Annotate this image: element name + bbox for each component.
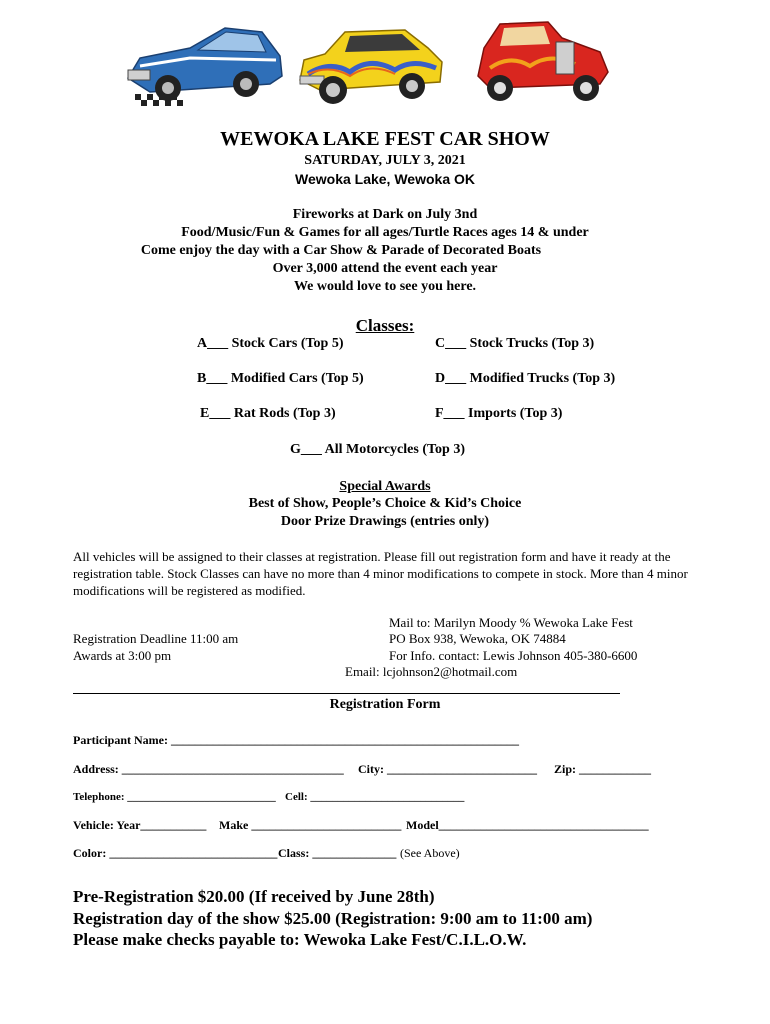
cell-field[interactable]: Cell: ____________________________ <box>285 791 465 803</box>
class-g: G___ All Motorcycles (Top 3) <box>290 442 465 457</box>
pre-registration-price: Pre-Registration $20.00 (If received by June 28th) <box>73 887 435 906</box>
participant-name-field[interactable]: Participant Name: __________________________________________________________ <box>73 733 519 747</box>
event-location: Wewoka Lake, Wewoka OK <box>295 171 475 187</box>
special-awards-line-2: Door Prize Drawings (entries only) <box>280 514 490 529</box>
classes-heading: Classes: <box>355 316 415 335</box>
red-car-icon <box>478 22 608 101</box>
mail-to: Mail to: Marilyn Moody % Wewoka Lake Fest <box>389 615 633 630</box>
divider-line <box>73 693 620 694</box>
class-a: A___ Stock Cars (Top 5) <box>197 336 344 351</box>
contact-info: For Info. contact: Lewis Johnson 405-380-6600 <box>389 648 638 663</box>
city-field[interactable]: City: _________________________ <box>358 762 537 776</box>
day-of-registration-price: Registration day of the show $25.00 (Registration: 9:00 am to 11:00 am) <box>73 909 593 928</box>
payment-instructions: Please make checks payable to: Wewoka Lake Fest/C.I.L.O.W. <box>73 930 527 949</box>
vehicle-model-field[interactable]: Model___________________________________ <box>406 818 649 832</box>
intro-line-fireworks: Fireworks at Dark on July 3nd <box>292 207 478 222</box>
page-title: WEWOKA LAKE FEST CAR SHOW <box>220 128 550 150</box>
see-above-note: (See Above) <box>400 846 460 860</box>
class-b: B___ Modified Cars (Top 5) <box>197 371 364 386</box>
special-awards-line-1: Best of Show, People’s Choice & Kid’s Choice <box>248 496 522 511</box>
class-field[interactable]: Class: ______________ <box>278 846 397 860</box>
registration-deadline: Registration Deadline 11:00 am <box>73 631 239 646</box>
class-d: D___ Modified Trucks (Top 3) <box>435 371 616 386</box>
intro-line-carshow: Come enjoy the day with a Car Show & Parade of Decorated Boats <box>140 243 542 258</box>
special-awards-heading: Special Awards <box>339 479 431 494</box>
event-date: SATURDAY, JULY 3, 2021 <box>304 153 466 168</box>
yellow-car-icon <box>300 30 442 104</box>
zip-field[interactable]: Zip: ____________ <box>554 762 652 776</box>
registration-form-heading: Registration Form <box>329 697 441 712</box>
class-e: E___ Rat Rods (Top 3) <box>200 406 336 421</box>
intro-line-food: Food/Music/Fun & Games for all ages/Turtle Races ages 14 & under <box>181 225 589 240</box>
registration-note: All vehicles will be assigned to their classes at registration. Please fill out registration form and have it ready at the registration table. Stock Classes can have no more than 4 minor modifications to compete in stock. More than 4 minor modifications will be registered as modified. <box>73 549 688 598</box>
intro-line-welcome: We would love to see you here. <box>293 279 477 294</box>
telephone-field[interactable]: Telephone: ___________________________ <box>73 791 276 803</box>
class-f: F___ Imports (Top 3) <box>435 406 563 421</box>
class-c: C___ Stock Trucks (Top 3) <box>435 336 595 351</box>
contact-email: Email: lcjohnson2@hotmail.com <box>345 664 518 679</box>
awards-time: Awards at 3:00 pm <box>73 648 172 663</box>
color-field[interactable]: Color: ____________________________ <box>73 846 278 860</box>
blue-car-icon <box>128 28 282 106</box>
vehicle-make-field[interactable]: Make _________________________ <box>219 818 402 832</box>
intro-line-attendance: Over 3,000 attend the event each year <box>272 261 498 276</box>
car-illustrations <box>0 18 770 110</box>
address-field[interactable]: Address: _____________________________________ <box>73 762 344 776</box>
mail-address: PO Box 938, Wewoka, OK 74884 <box>389 631 566 646</box>
vehicle-year-field[interactable]: Vehicle: Year___________ <box>73 818 207 832</box>
